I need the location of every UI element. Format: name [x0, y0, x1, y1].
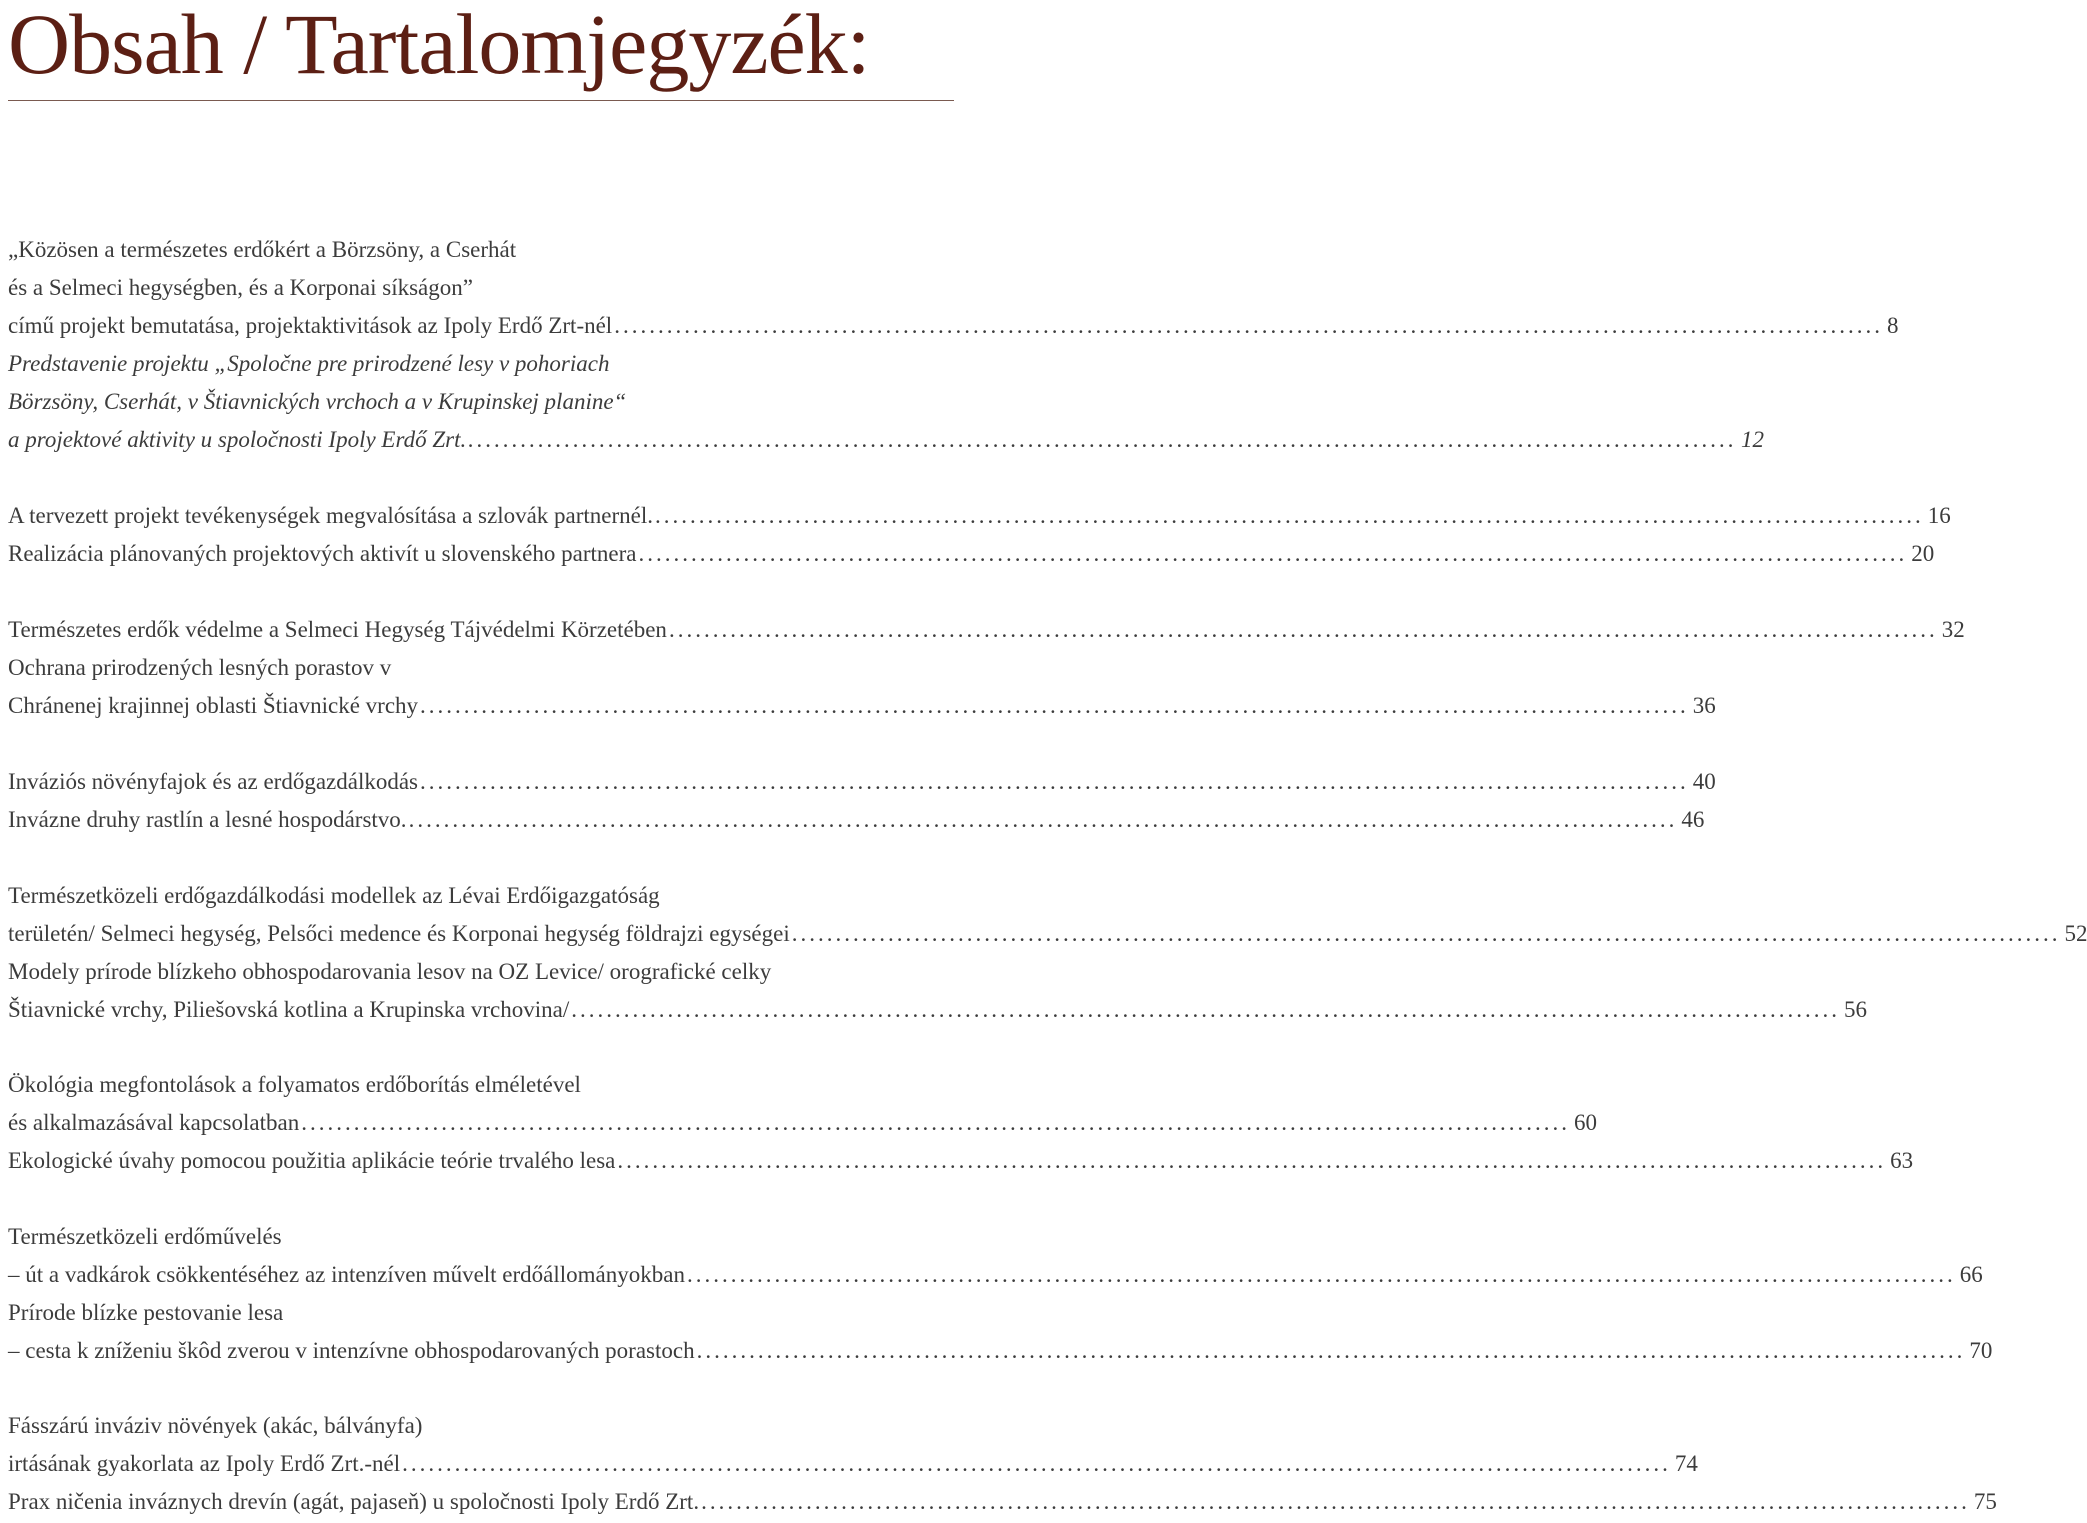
page-title: Obsah / Tartalomjegyzék:	[8, 0, 870, 92]
toc-entry-text: – cesta k zníženiu škôd zverou v intenzívne obhospodarovaných porastoch	[8, 1338, 695, 1363]
toc-entry-text: Invázne druhy rastlín a lesné hospodárstvo.	[8, 807, 407, 832]
toc-leader-dots: .................................................................................................................................................	[638, 541, 1908, 566]
toc-leader-dots: .................................................................................................................................................	[420, 693, 1689, 718]
toc-leader-dots: .................................................................................................................................................	[686, 1262, 1956, 1287]
toc-entry-text: Fásszárú inváziv növények (akác, bálványfa)	[8, 1413, 423, 1438]
toc-page-number: 60	[1573, 1110, 1597, 1135]
toc-entry-line	[8, 1413, 948, 1443]
toc-entry-text: Ochrana prirodzených lesných porastov v	[8, 655, 392, 680]
toc-page-number: 16	[1927, 503, 1951, 528]
toc-entry-text: Ökológia megfontolások a folyamatos erdőborítás elméletével	[8, 1072, 581, 1097]
toc-entry-text: „Közösen a természetes erdőkért a Börzsöny, a Cserhát	[8, 237, 517, 262]
toc-entry-text: Természetes erdők védelme a Selmeci Hegység Tájvédelmi Körzetében	[8, 617, 667, 642]
toc-entry-text: Prax ničenia inváznych drevín (agát, pajaseň) u spoločnosti Ipoly Erdő Zrt.	[8, 1489, 700, 1514]
toc-page-number: 56	[1844, 997, 1868, 1022]
toc-entry-text: Prírode blízke pestovanie lesa	[8, 1300, 284, 1325]
toc-entry-text: című projekt bemutatása, projektaktivitások az Ipoly Erdő Zrt-nél	[8, 313, 613, 338]
toc-entry-line	[8, 1262, 1983, 1292]
toc-page-number: 75	[1973, 1489, 1997, 1514]
toc-entry-line	[8, 1072, 948, 1102]
toc-entry-text: Börzsöny, Cserhát, v Štiavnických vrchoch a v Krupinskej planine“	[8, 389, 627, 414]
toc-page-number: 63	[1890, 1148, 1914, 1173]
toc-entry-text: területén/ Selmeci hegység, Pelsőci medence és Korponai hegység földrajzi egységei	[8, 921, 790, 946]
toc-entry-line	[8, 1224, 948, 1254]
toc-entry-line	[8, 655, 948, 685]
toc-entry-line	[8, 1489, 1997, 1519]
toc-page-number: 74	[1674, 1451, 1698, 1476]
toc-entry-text: a projektové aktivity u spoločnosti Ipoly Erdő Zrt.	[8, 427, 467, 452]
toc-page-number: 40	[1692, 769, 1716, 794]
toc-entry-line	[8, 427, 1764, 457]
toc-entry-line	[8, 313, 1899, 343]
toc-leader-dots: .................................................................................................................................................	[468, 427, 1737, 452]
toc-entry-line	[8, 807, 1705, 837]
toc-entry-text: – út a vadkárok csökkentéséhez az intenzíven művelt erdőállományokban	[8, 1262, 685, 1287]
toc-page-number: 20	[1911, 541, 1935, 566]
toc-leader-dots: .................................................................................................................................................	[420, 769, 1689, 794]
toc-page-number: 12	[1740, 427, 1764, 452]
toc-page-number: 8	[1886, 313, 1899, 338]
toc-leader-dots: .................................................................................................................................................	[408, 807, 1678, 832]
toc-page-number: 52	[2064, 921, 2087, 946]
toc-entry-line	[8, 1300, 948, 1330]
toc-leader-dots: .................................................................................................................................................	[614, 313, 1883, 338]
toc-entry-line	[8, 1148, 1914, 1178]
toc-page-number: 32	[1941, 617, 1965, 642]
toc-entry-text: Inváziós növényfajok és az erdőgazdálkodás	[8, 769, 419, 794]
toc-entry-line	[8, 1338, 1993, 1368]
toc-entry-text: Chránenej krajinnej oblasti Štiavnické vrchy	[8, 693, 419, 718]
toc-leader-dots: .................................................................................................................................................	[301, 1110, 1570, 1135]
toc-entry-line	[8, 503, 1951, 533]
toc-entry-line	[8, 959, 948, 989]
toc-leader-dots: .................................................................................................................................................	[668, 617, 1938, 642]
toc-page-number: 46	[1681, 807, 1705, 832]
toc-entry-line	[8, 921, 2087, 951]
toc-entry-line	[8, 1110, 1597, 1140]
toc-entry-text: irtásának gyakorlata az Ipoly Erdő Zrt.-nél	[8, 1451, 401, 1476]
toc-entry-text: és alkalmazásával kapcsolatban	[8, 1110, 300, 1135]
toc-entry-line	[8, 617, 1965, 647]
toc-entry-text: Modely prírode blízkeho obhospodarovania lesov na OZ Levice/ orografické celky	[8, 959, 772, 984]
toc-entry-line	[8, 997, 1868, 1027]
toc-entry-line	[8, 693, 1716, 723]
toc-entry-line	[8, 1451, 1698, 1481]
toc-entry-line	[8, 237, 948, 267]
title-divider	[8, 100, 954, 101]
toc-entry-text: Ekologické úvahy pomocou použitia aplikácie teórie trvalého lesa	[8, 1148, 616, 1173]
toc-entry-line	[8, 351, 948, 381]
toc-page-number: 66	[1959, 1262, 1983, 1287]
toc-entry-line	[8, 883, 948, 913]
toc-leader-dots: .................................................................................................................................................	[402, 1451, 1671, 1476]
toc-entry-text: Štiavnické vrchy, Piliešovská kotlina a Krupinska vrchovina/	[8, 997, 570, 1022]
toc-page-number: 36	[1692, 693, 1716, 718]
toc-entry-text: Predstavenie projektu „Spoločne pre prirodzené lesy v pohoriach	[8, 351, 610, 376]
toc-entry-text: A tervezett projekt tevékenységek megvalósítása a szlovák partnernél.	[8, 503, 654, 528]
toc-entry-text: és a Selmeci hegységben, és a Korponai síkságon”	[8, 275, 473, 300]
toc-leader-dots: .................................................................................................................................................	[791, 921, 2061, 946]
toc-entry-line	[8, 389, 948, 419]
toc-leader-dots: .................................................................................................................................................	[571, 997, 1841, 1022]
toc-entry-text: Természetközeli erdőgazdálkodási modellek az Lévai Erdőigazgatóság	[8, 883, 660, 908]
toc-entry-line	[8, 769, 1716, 799]
toc-entry-line	[8, 275, 948, 305]
toc-leader-dots: .................................................................................................................................................	[701, 1489, 1970, 1514]
toc-page-number: 70	[1969, 1338, 1993, 1363]
toc-entry-text: Realizácia plánovaných projektových aktivít u slovenského partnera	[8, 541, 637, 566]
toc-entry-line	[8, 541, 1935, 571]
toc-leader-dots: .................................................................................................................................................	[655, 503, 1924, 528]
toc-leader-dots: .................................................................................................................................................	[617, 1148, 1887, 1173]
toc-entry-text: Természetközeli erdőművelés	[8, 1224, 282, 1249]
toc-leader-dots: .................................................................................................................................................	[696, 1338, 1966, 1363]
